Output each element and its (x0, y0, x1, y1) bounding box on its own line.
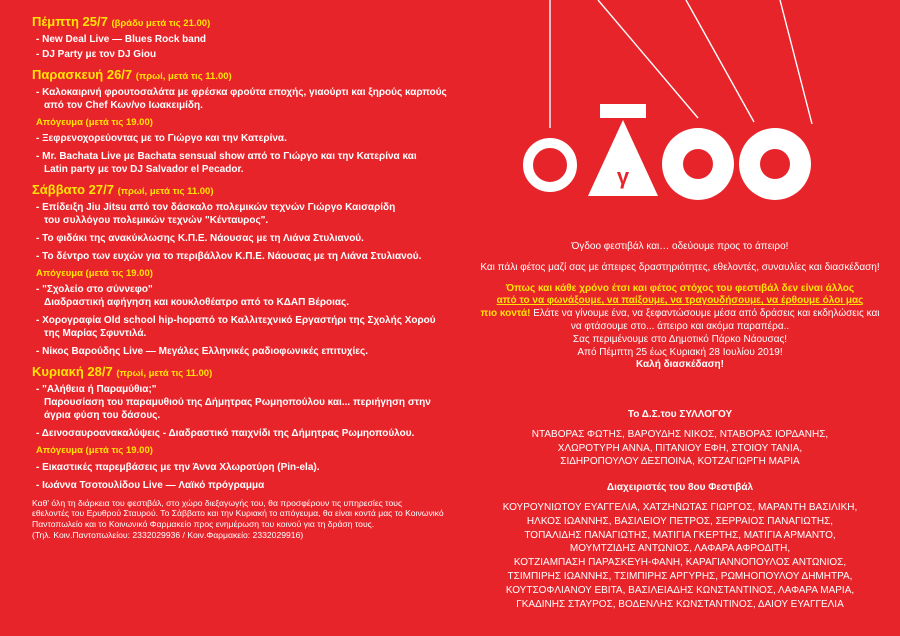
list-item: - Καλοκαιρινή φρουτοσαλάτα με φρέσκα φρούτα εποχής, γιαούρτι και ξηρούς καρπούς από τον Chef Κων/νο Ιωακειμίδη. (36, 86, 447, 111)
afternoon-heading: Απόγευμα (μετά τις 19.00) (36, 116, 153, 128)
day-heading-friday: Παρασκευή 26/7 (πρωί, μετά τις 11.00) (32, 66, 232, 82)
organizer-line: ΤΟΠΑΛΙΔΗΣ ΠΑΝΑΓΙΩΤΗΣ, ΜΑΤΙΓΙΑ ΓΚΕΡΤΗΣ, ΜΑΤΙΓΙΑ ΑΡΜΑΝΤΟ, (524, 529, 836, 541)
list-item: - Ξεφρενοχορεύοντας με το Γιώργο και την Κατερίνα. (36, 133, 287, 145)
list-item: - Mr. Bachata Live με Bachata sensual show από το Γιώργο και την Κατερίνα και Latin party με τον DJ Salvador el Pecador. (36, 151, 417, 176)
intro-text (480, 241, 880, 380)
list-item: - "Αλήθεια ή Παραμύθια;" Παρουσίαση του παραμυθιού της Δήμητρας Ρωμηοπούλου και... περιήγηση στην άγρια φύση του δάσους. (36, 384, 431, 422)
list-item: - Το φιδάκι της ανακύκλωσης Κ.Π.Ε. Νάουσας με τη Λιάνα Στυλιανού. (36, 233, 364, 245)
organizer-line: ΓΚΑΔΙΝΗΣ ΣΤΑΥΡΟΣ, ΒΟΔΕΝΛΗΣ ΚΩΝΣΤΑΝΤΙΝΟΣ, ΔΑΙΟΥ ΕΥΑΓΓΕΛΙΑ (516, 598, 844, 610)
intro-paragraph: Και πάλι φέτος μαζί σας με άπειρες δραστηριότητες, εθελοντές, συναυλίες και διασκέδαση! (480, 261, 880, 273)
list-item: - Εικαστικές παρεμβάσεις με την Άννα Χλωροτύρη (Pin-ela). (36, 461, 320, 473)
organizer-line: ΤΣΙΜΠΙΡΗΣ ΙΩΑΝΝΗΣ, ΤΣΙΜΠΙΡΗΣ ΑΡΓΥΡΗΣ, ΡΩΜΗΟΠΟΥΛΟΥ ΔΗΜΗΤΡΑ, (507, 570, 853, 582)
organizers-heading: Διαχειριστές του 8ου Φεστιβάλ (606, 482, 754, 494)
organizer-line: ΚΟΥΡΟΥΝΙΩΤΟΥ ΕΥΑΓΓΕΛΙΑ, ΧΑΤΖΗΝΩΤΑΣ ΓΙΩΡΓΟΣ, ΜΑΡΑΝΤΗ ΒΑΣΙΛΙΚΗ, (502, 501, 858, 513)
list-item: - New Deal Live — Blues Rock band (36, 33, 207, 45)
list-item: - Νίκος Βαρούδης Live — Μεγάλες Ελληνικές ραδιοφωνικές επιτυχίες. (36, 346, 369, 358)
highlight-paragraph: Όπως και κάθε χρόνο έτσι και φέτος στόχος του φεστιβάλ δεν είναι άλλος από το να φωνάξουμε, να παίξουμε, να τραγουδήσουμε, να έρθουμε όλοι μας πιο κοντά! Ελάτε να γίνουμε ένα, να ξεφαντώσουμε μέσα από δράσεις και εκδηλώσεις και να φτάσουμε στο... άπειρο και ακόμα παραπέρα.. Σας περιμένουμε στο Δημοτικό Πάρκο Νάουσας! Από Πέμπτη 25 έως Κυριακή 28 Ιουλίου 2019! Καλή διασκέδαση! (480, 282, 880, 371)
tagline: Όγδοο φεστιβάλ και… οδεύουμε προς το άπειρο! (571, 241, 789, 252)
list-item: - Χορογραφία Old school hip-hopαπό το Καλλιτεχνικό Εργαστήρι της Σχολής Χορού της Μαρίας Σφυντιλά. (36, 315, 436, 340)
info-column (480, 0, 880, 636)
footer-note: Καθ' όλη τη διάρκεια του φεστιβάλ, στο χώρο διεξαγωγής του, θα προσφέρουν τις υπηρεσίες τους εθελοντές του Ερυθρού Σταυρού. Το Σάββατο και την Κυριακή το απόγευμα, θα είναι κοντά μας το Κοινωνικό Παντοπωλείο και το Κοινωνικό Φαρμακείο προς ενημέρωση του κοινού για τη δράση τους. (Τηλ. Κοιν.Παντοπωλείου: 2332029936 / Κοιν.Φαρμακείο: 2332029916) (32, 497, 444, 540)
day-heading-thursday: Πέμπτη 25/7 (βράδυ μετά τις 21.00) (32, 14, 211, 29)
list-item: - Δεινοσαυροανακαλύψεις - Διαδραστικό παιχνίδι της Δήμητρας Ρωμηοπούλου. (36, 428, 415, 440)
day-heading-saturday: Σάββατο 27/7 (πρωί, μετά τις 11.00) (32, 182, 214, 198)
list-item: - "Σχολείο στο σύννεφο" Διαδραστική αφήγηση και κουκλοθέατρο από το ΚΔΑΠ Βέροιας. (36, 284, 350, 309)
list-item: - DJ Party με τον DJ Giou (36, 48, 157, 60)
afternoon-heading: Απόγευμα (μετά τις 19.00) (36, 268, 153, 280)
board-line: ΣΙΔΗΡΟΠΟΥΛΟΥ ΔΕΣΠΟΙΝΑ, ΚΟΤΖΑΓΙΩΡΓΗ ΜΑΡΙΑ (560, 456, 800, 468)
program-column (32, 14, 450, 541)
board-heading: Το Δ.Σ.του ΣΥΛΛΟΓΟΥ (627, 409, 733, 420)
afternoon-heading: Απόγευμα (μετά τις 19.00) (36, 445, 153, 457)
committee-block (480, 408, 880, 611)
day-heading-sunday: Κυριακή 28/7 (πρωί, μετά τις 11.00) (32, 364, 213, 380)
organizer-line: ΚΟΤΖΙΑΜΠΑΣΗ ΠΑΡΑΣΚΕΥΗ-ΦΑΝΗ, ΚΑΡΑΓΙΑΝΝΟΠΟΥΛΟΣ ΑΝΤΩΝΙΟΣ, (513, 557, 847, 569)
board-line: ΧΛΩΡΟΤΥΡΗ ΑΝΝΑ, ΠΙΤΑΝΙΟΥ ΕΦΗ, ΣΤΟΙΟΥ ΤΑΝΙΑ, (557, 442, 803, 454)
logo-inner-letter: γ (616, 164, 630, 189)
board-line: ΝΤΑΒΟΡΑΣ ΦΩΤΗΣ, ΒΑΡΟΥΔΗΣ ΝΙΚΟΣ, ΝΤΑΒΟΡΑΣ ΙΟΡΔΑΝΗΣ, (531, 428, 829, 440)
organizer-line: ΗΛΚΟΣ ΙΩΑΝΝΗΣ, ΒΑΣΙΛΕΙΟΥ ΠΕΤΡΟΣ, ΣΕΡΡΑΙΟΣ ΠΑΝΑΓΙΩΤΗΣ, (526, 515, 834, 527)
organizer-line: ΚΟΥΤΣΟΦΛΙΑΝΟΥ ΕΒΙΤΑ, ΒΑΣΙΛΕΙΑΔΗΣ ΚΩΝΣΤΑΝΤΙΝΟΣ, ΛΑΦΑΡΑ ΜΑΡΙΑ, (505, 584, 855, 596)
organizer-line: ΜΟΥΜΤΖΙΔΗΣ ΑΝΤΩΝΙΟΣ, ΛΑΦΑΡΑ ΑΦΡΟΔΙΤΗ, (569, 543, 791, 555)
list-item: - Το δέντρο των ευχών για το περιβάλλον Κ.Π.Ε. Νάουσας με τη Λιάνα Στυλιανού. (36, 251, 422, 263)
festival-logo (480, 0, 880, 220)
list-item: - Ιωάννα Τσοτουλίδου Live — Λαϊκό πρόγραμμα (36, 479, 265, 491)
list-item: - Επίδειξη Jiu Jitsu από τον δάσκαλο πολεμικών τεχνών Γιώργο Καισαρίδη του συλλόγου πολεμικών τεχνών "Κένταυρος". (36, 202, 396, 227)
